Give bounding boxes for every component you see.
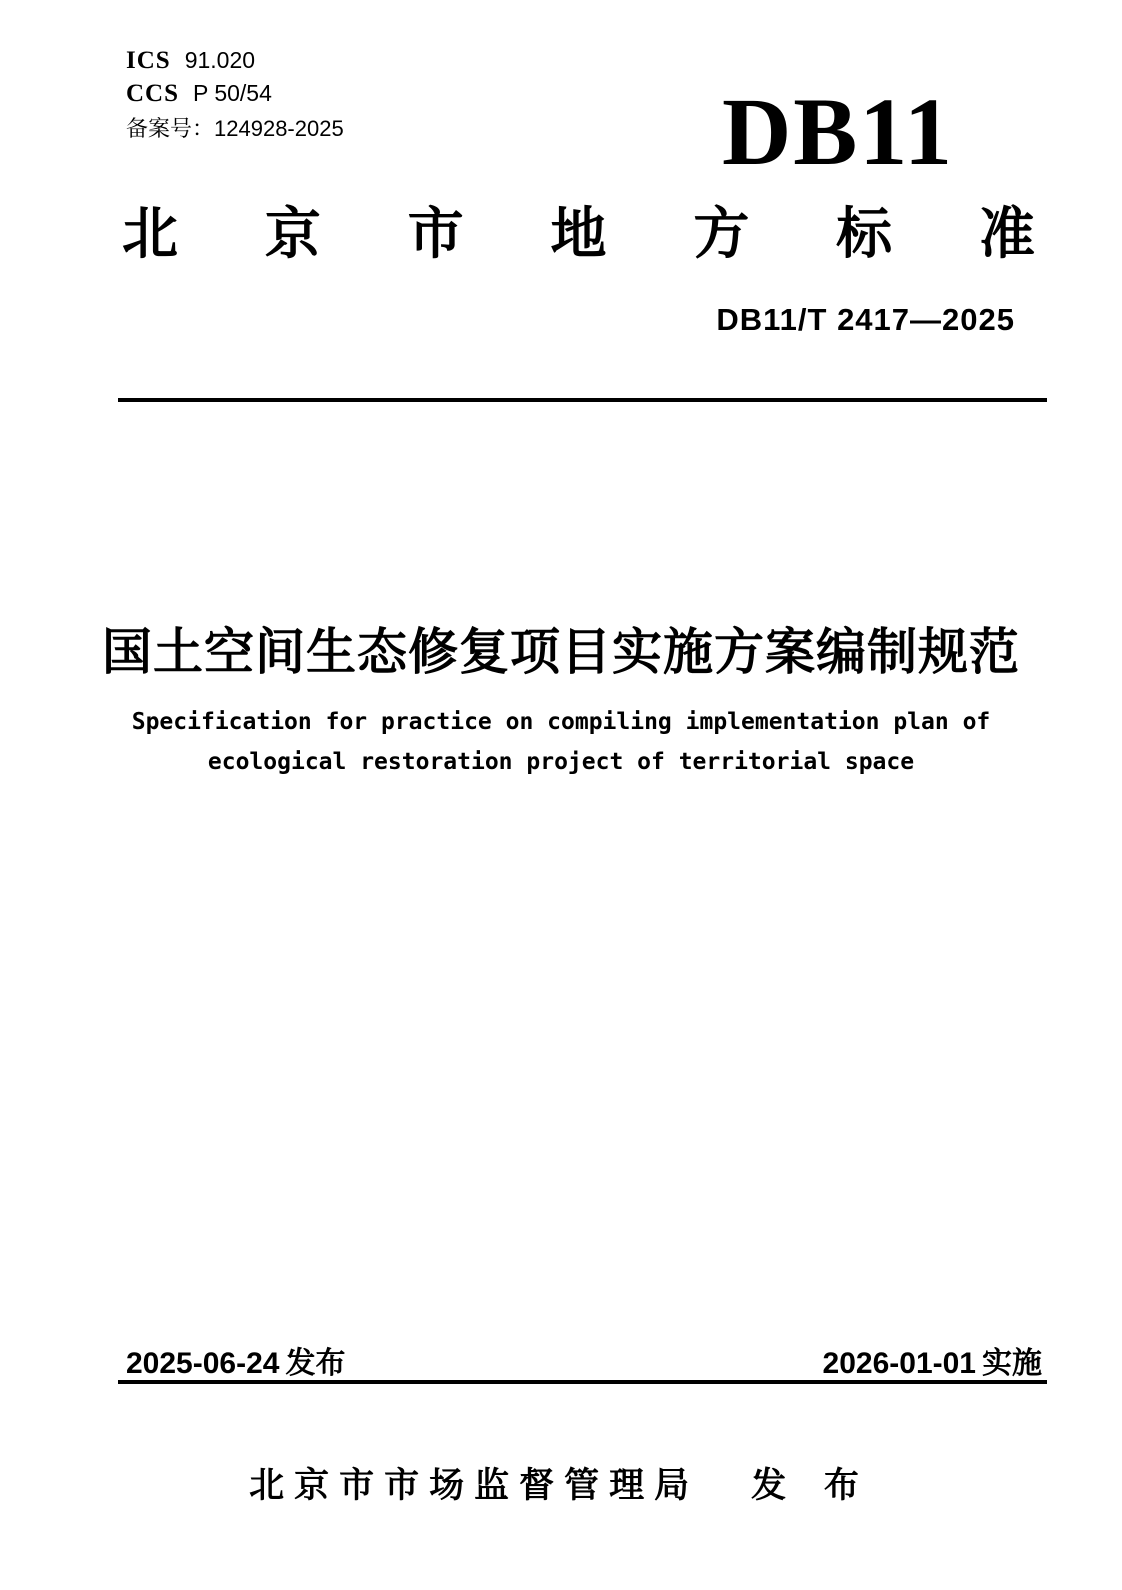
standard-name-char: 标 [836,202,893,265]
document-title-en-line1: Specification for practice on compiling implementation plan of [131,709,991,735]
db11-mark: DB11 [721,78,954,185]
implementation-label: 实施 [982,1347,1042,1380]
ccs-value: P 50/54 [193,80,272,106]
document-title-zh: 国土空间生态修复项目实施方案编制规范 [102,624,1020,680]
standard-name-char: 方 [693,202,750,265]
document-title-en-line2: ecological restoration project of territorial space [207,749,915,775]
record-label: 备案号： [126,116,215,141]
record-value: 124928-2025 [214,116,344,141]
classification-block [126,44,344,145]
publish-label: 发 布 [751,1466,873,1505]
issue-label: 发布 [285,1347,346,1380]
document-title-en [0,702,1122,782]
standard-name-char: 地 [550,202,607,265]
standard-name-char: 京 [264,202,321,265]
implementation-date: 2026-01-01 [822,1347,976,1380]
implementation-date-item [823,1338,1042,1382]
ics-label: ICS [126,47,171,74]
top-rule [118,398,1047,402]
issue-date-item [126,1338,345,1382]
issue-date: 2025-06-24 [126,1347,280,1380]
standard-name-char: 北 [122,202,178,265]
standard-name-char: 准 [978,202,1035,265]
publisher-name: 北京市市场监督管理局 [249,1466,700,1505]
bottom-rule [118,1380,1047,1384]
ccs-row [126,77,344,110]
ics-value: 91.020 [184,47,256,73]
record-number-row [126,112,344,145]
standard-code: DB11/T 2417—2025 [716,302,1015,337]
standard-name [122,202,1035,265]
standard-name-char: 市 [407,202,464,265]
publisher-row [0,1458,1122,1508]
ccs-label: CCS [126,80,180,107]
dates-row [126,1338,1042,1382]
ics-row [126,44,344,77]
